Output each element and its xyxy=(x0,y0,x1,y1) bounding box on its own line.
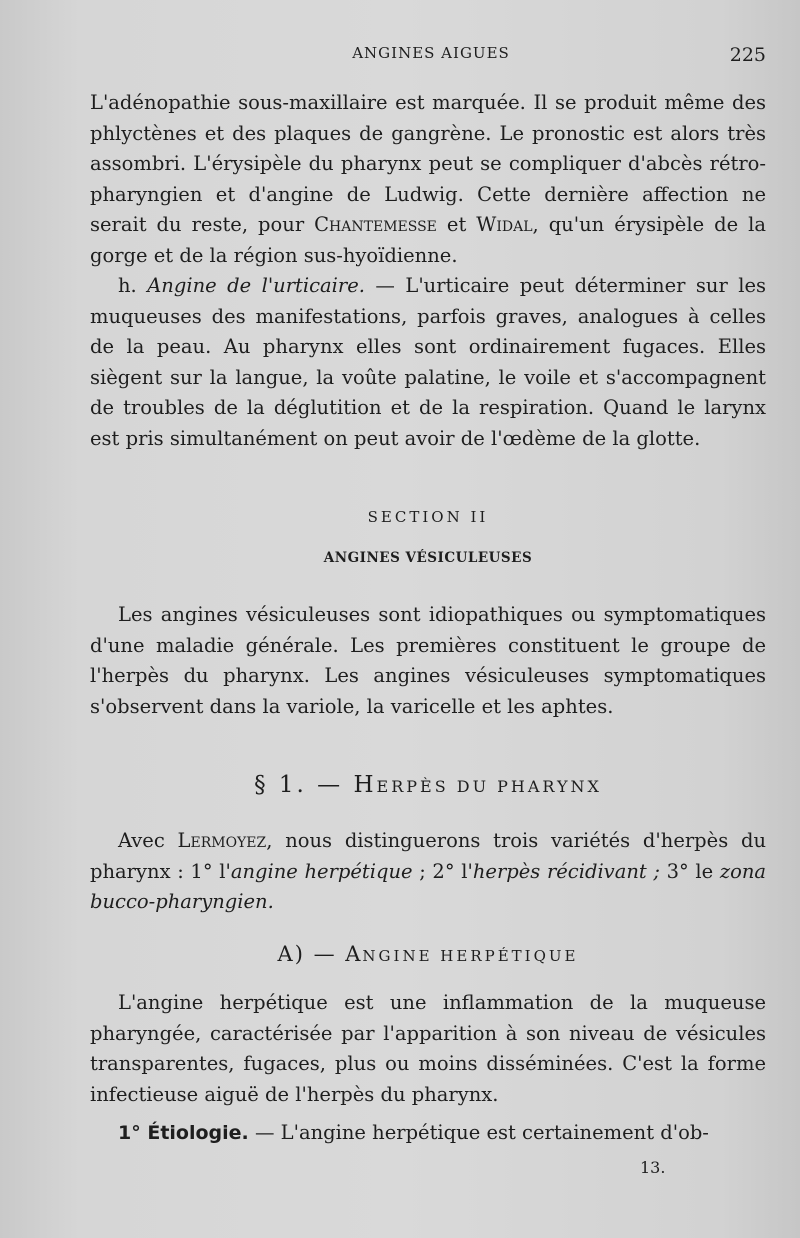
paragraph-erysipele-urticaire xyxy=(90,88,766,454)
paragraph-urticaire: h. Angine de l'urticaire. — L'urticaire peut déterminer sur les muqueuses des manifestations, parfois graves, analogues à celles de la peau. Au pharynx elles sont ordinairement fugaces. Elles siègent sur la langue, la voûte palatine, le voile et s'accompagnent de troubles de la déglutition et de la respiration. Quand le larynx est pris simultanément on peut avoir de l'œdème de la glotte. xyxy=(90,274,766,450)
heading-angine-herpetique: A) — ANGINE HERPÉTIQUE xyxy=(277,942,579,966)
paragraph-erysipele: L'adénopathie sous-maxillaire est marquée. Il se produit même des phlyctènes et des plaques de gangrène. Le pronostic est alors très assombri. L'érysipèle du pharynx peut se compliquer d'abcès rétro-pharyngien et d'angine de Ludwig. Cette dernière affection ne serait du reste, pour Chantemesse et Widal, qu'un érysipèle de la gorge et de la région sus-hyoïdienne. xyxy=(90,91,766,267)
paragraph-title: Angine de l'urticaire. xyxy=(147,274,365,297)
author-name: Widal xyxy=(476,213,533,236)
page-header xyxy=(90,44,772,72)
signature-mark: 13. xyxy=(640,1158,666,1177)
section-title: SECTION II xyxy=(367,508,489,526)
author-name: Chantemesse xyxy=(314,213,437,236)
paragraph-intro: Les angines vésiculeuses sont idiopathiques ou symptomatiques d'une maladie générale. Les premières constituent le groupe de l'herpès du pharynx. Les angines vésiculeuses symptomatiques s'observent dans la variole, la varicelle et les aphtes. xyxy=(90,603,766,718)
paragraph-etiologie: 1° Étiologie. — L'angine herpétique est certainement d'ob- xyxy=(118,1121,709,1144)
section-subtitle: ANGINES VÉSICULEUSES xyxy=(323,550,533,566)
etiologie-label: 1° Étiologie. xyxy=(118,1122,249,1144)
page-number: 225 xyxy=(729,44,766,66)
paragraph-definition: L'angine herpétique est une inflammation de la muqueuse pharyngée, caractérisée par l'apparition à son niveau de vésicules transparentes, fugaces, plus ou moins disséminées. C'est la forme infectieuse aiguë de l'herpès du pharynx. xyxy=(90,991,766,1106)
author-name: Lermoyez xyxy=(177,829,267,852)
running-title: ANGINES AIGUES xyxy=(352,44,510,62)
heading-herpes-du-pharynx: § 1. — HERPÈS DU PHARYNX xyxy=(254,772,602,798)
paragraph-lermoyez: Avec Lermoyez, nous distinguerons trois variétés d'herpès du pharynx : 1° l'angine herpétique ; 2° l'herpès récidivant ; 3° le zona bucco-pharyngien. xyxy=(90,829,767,913)
